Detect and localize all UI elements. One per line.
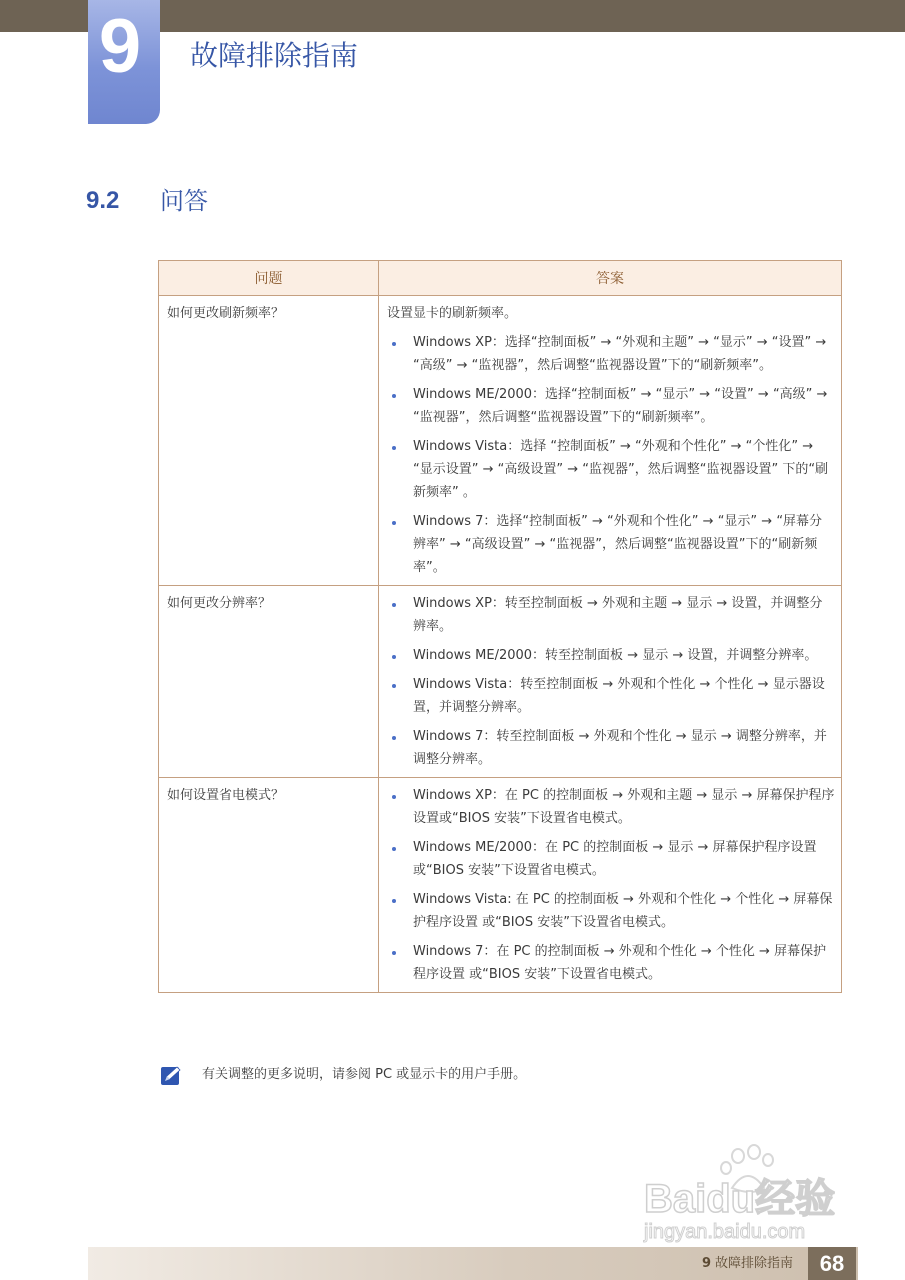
list-item-text: Windows ME/2000：选择“控制面板” → “显示” → “设置” → “高级” → “监视器”，然后调整“监视器设置”下的“刷新频率”。 — [413, 387, 828, 425]
list-item-text: Windows Vista：转至控制面板 → 外观和个性化 → 个性化 → 显示器设置，并调整分辨率。 — [413, 677, 825, 715]
list-item-text: Windows 7：转至控制面板 → 外观和个性化 → 显示 → 调整分辨率，并调整分辨率。 — [413, 729, 827, 767]
list-item-text: Windows Vista: 在 PC 的控制面板 → 外观和个性化 → 个性化 → 屏幕保护程序设置 或“BIOS 安装”下设置省电模式。 — [413, 892, 833, 930]
bullet-icon — [392, 684, 396, 688]
section-number: 9.2 — [86, 187, 120, 214]
bullet-icon — [392, 655, 396, 659]
answer-lead: 设置显卡的刷新频率。 — [387, 306, 518, 321]
bullet-icon — [392, 603, 396, 607]
footer-chapter-title: 故障排除指南 — [714, 1256, 793, 1271]
list-item — [387, 673, 835, 719]
question-cell: 如何更改分辨率？ — [159, 586, 379, 778]
page-number: 68 — [808, 1247, 856, 1280]
chapter-tab — [88, 0, 160, 124]
bullet-icon — [392, 394, 396, 398]
bullet-icon — [392, 951, 396, 955]
question-cell: 如何更改刷新频率？ — [159, 296, 379, 586]
section-title: 问答 — [160, 187, 208, 215]
table-row — [159, 586, 842, 778]
watermark-text: Baidu经验 — [644, 1177, 836, 1221]
answer-column-header: 答案 — [379, 261, 842, 296]
list-item-text: Windows 7：在 PC 的控制面板 → 外观和个性化 → 个性化 → 屏幕保护程序设置 或“BIOS 安装”下设置省电模式。 — [413, 944, 827, 982]
list-item-text: Windows 7：选择“控制面板” → “外观和个性化” → “显示” → “屏幕分辨率” → “高级设置” → “监视器”，然后调整“监视器设置”下的“刷新频率”。 — [413, 514, 823, 575]
list-item-text: Windows XP：选择“控制面板” → “外观和主题” → “显示” → “设置” → “高级” → “监视器”，然后调整“监视器设置”下的“刷新频率”。 — [413, 335, 827, 373]
table-row — [159, 296, 842, 586]
bullet-icon — [392, 446, 396, 450]
bullet-icon — [392, 899, 396, 903]
answer-list — [387, 784, 835, 986]
chapter-title: 故障排除指南 — [190, 39, 359, 72]
list-item-text: Windows ME/2000：在 PC 的控制面板 → 显示 → 屏幕保护程序设置或“BIOS 安装”下设置省电模式。 — [413, 840, 817, 878]
list-item — [387, 331, 835, 377]
answer-list — [387, 331, 835, 579]
bullet-icon — [392, 521, 396, 525]
list-item-text: Windows XP：转至控制面板 → 外观和主题 → 显示 → 设置，并调整分辨率。 — [413, 596, 823, 634]
table-row — [159, 778, 842, 993]
note-text: 有关调整的更多说明，请参阅 PC 或显示卡的用户手册。 — [202, 1067, 527, 1082]
list-item — [387, 644, 835, 667]
list-item — [387, 592, 835, 638]
answer-cell — [379, 296, 842, 586]
question-cell: 如何设置省电模式？ — [159, 778, 379, 993]
list-item — [387, 435, 835, 504]
answer-cell — [379, 778, 842, 993]
list-item-text: Windows Vista：选择 “控制面板” → “外观和个性化” → “个性化” → “显示设置” → “高级设置” → “监视器”，然后调整“监视器设置” 下的“刷新频率” 。 — [413, 439, 829, 500]
list-item-text: Windows XP：在 PC 的控制面板 → 外观和主题 → 显示 → 屏幕保护程序设置或“BIOS 安装”下设置省电模式。 — [413, 788, 835, 826]
bullet-icon — [392, 736, 396, 740]
bullet-icon — [392, 847, 396, 851]
pencil-note-icon — [160, 1064, 184, 1088]
bullet-icon — [392, 342, 396, 346]
baidu-watermark-logo — [640, 1140, 860, 1250]
qa-table — [158, 260, 842, 993]
list-item — [387, 510, 835, 579]
list-item — [387, 784, 835, 830]
footer-chapter-label — [702, 1255, 793, 1273]
answer-list — [387, 592, 835, 771]
list-item — [387, 725, 835, 771]
list-item — [387, 888, 835, 934]
list-item — [387, 383, 835, 429]
bullet-icon — [392, 795, 396, 799]
footer-chapter-number: 9 — [701, 1256, 711, 1271]
answer-cell — [379, 586, 842, 778]
list-item — [387, 836, 835, 882]
chapter-number: 9 — [98, 4, 142, 89]
list-item — [387, 940, 835, 986]
table-header-row — [159, 261, 842, 296]
watermark-subtext: jingyan.baidu.com — [644, 1221, 806, 1243]
list-item-text: Windows ME/2000：转至控制面板 → 显示 → 设置，并调整分辨率。 — [413, 648, 818, 663]
question-column-header: 问题 — [159, 261, 379, 296]
